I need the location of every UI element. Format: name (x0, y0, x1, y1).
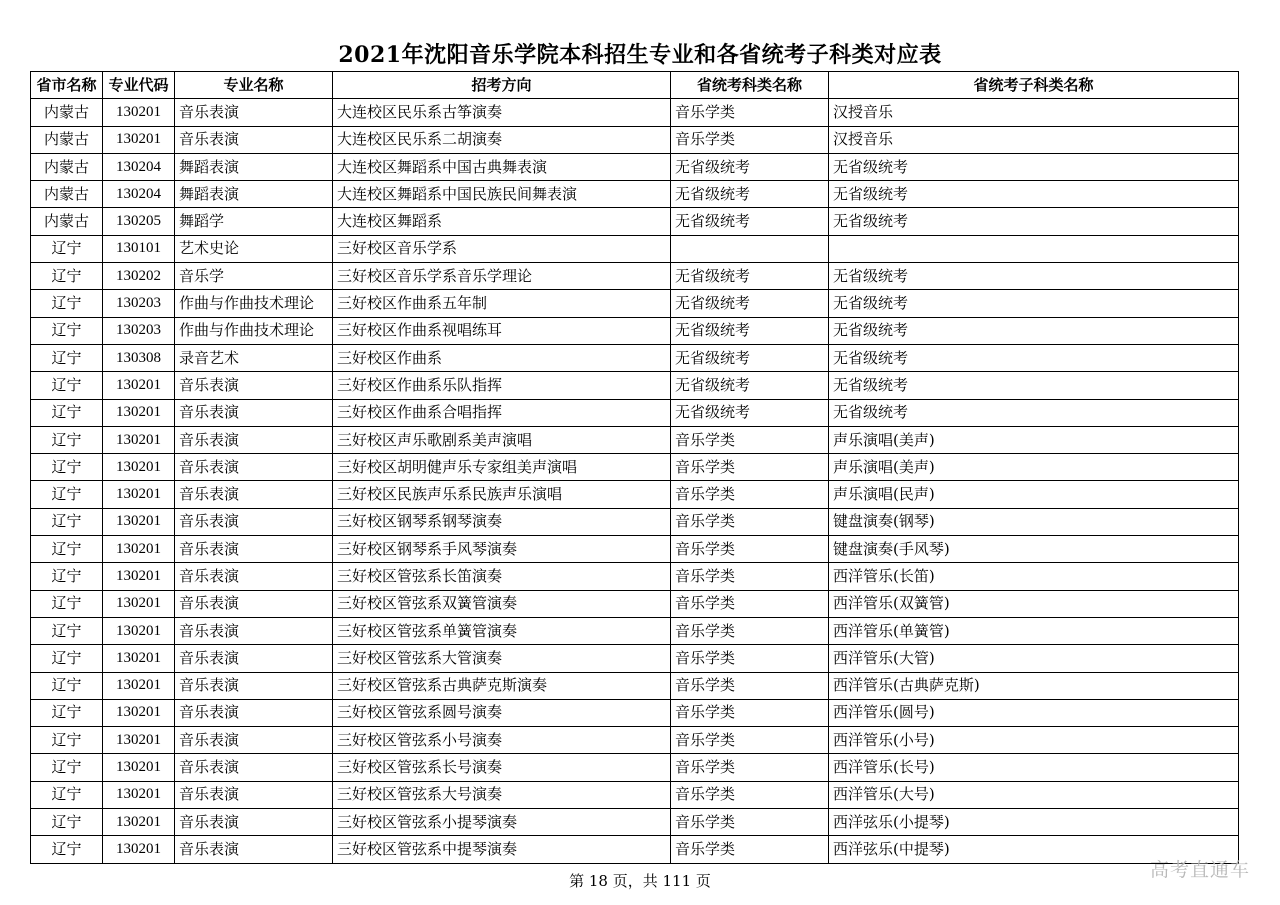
cell-subcategory: 西洋管乐(大管) (829, 645, 1239, 672)
cell-province: 辽宁 (31, 699, 103, 726)
table-row (31, 672, 1239, 699)
cell-major-name: 音乐表演 (175, 809, 333, 836)
table-row (31, 153, 1239, 180)
cell-province: 辽宁 (31, 235, 103, 262)
cell-major-name: 音乐表演 (175, 836, 333, 863)
cell-category: 无省级统考 (671, 181, 829, 208)
cell-province: 辽宁 (31, 290, 103, 317)
cell-major-name: 音乐表演 (175, 426, 333, 453)
cell-province: 辽宁 (31, 590, 103, 617)
cell-major-name: 音乐表演 (175, 563, 333, 590)
cell-category: 无省级统考 (671, 399, 829, 426)
cell-category: 音乐学类 (671, 809, 829, 836)
cell-category: 音乐学类 (671, 481, 829, 508)
watermark: 高考直通车 (1149, 859, 1250, 881)
table-row (31, 727, 1239, 754)
cell-major-code: 130201 (103, 454, 175, 481)
cell-province: 内蒙古 (31, 181, 103, 208)
cell-major-name: 音乐表演 (175, 481, 333, 508)
table-row (31, 563, 1239, 590)
cell-direction: 三好校区胡明健声乐专家组美声演唱 (333, 454, 671, 481)
cell-major-name: 音乐表演 (175, 454, 333, 481)
cell-major-name: 音乐学 (175, 263, 333, 290)
cell-category: 无省级统考 (671, 290, 829, 317)
table-row (31, 536, 1239, 563)
cell-subcategory: 西洋管乐(小号) (829, 727, 1239, 754)
cell-major-name: 音乐表演 (175, 781, 333, 808)
cell-province: 辽宁 (31, 645, 103, 672)
table-row (31, 754, 1239, 781)
cell-province: 辽宁 (31, 372, 103, 399)
cell-direction: 三好校区管弦系双簧管演奏 (333, 590, 671, 617)
cell-direction: 大连校区民乐系二胡演奏 (333, 126, 671, 153)
cell-direction: 三好校区民族声乐系民族声乐演唱 (333, 481, 671, 508)
cell-direction: 三好校区管弦系小号演奏 (333, 727, 671, 754)
cell-direction: 三好校区音乐学系音乐学理论 (333, 263, 671, 290)
cell-category: 音乐学类 (671, 426, 829, 453)
cell-category: 音乐学类 (671, 126, 829, 153)
cell-category: 无省级统考 (671, 344, 829, 371)
cell-subcategory: 汉授音乐 (829, 99, 1239, 126)
cell-province: 辽宁 (31, 536, 103, 563)
cell-direction: 三好校区声乐歌剧系美声演唱 (333, 426, 671, 453)
cell-direction: 三好校区管弦系中提琴演奏 (333, 836, 671, 863)
header-major-name: 专业名称 (175, 72, 333, 99)
cell-major-name: 音乐表演 (175, 645, 333, 672)
cell-province: 辽宁 (31, 727, 103, 754)
cell-province: 内蒙古 (31, 153, 103, 180)
table-row (31, 399, 1239, 426)
table-row (31, 590, 1239, 617)
cell-province: 辽宁 (31, 399, 103, 426)
cell-province: 内蒙古 (31, 208, 103, 235)
cell-category: 音乐学类 (671, 536, 829, 563)
table-row (31, 454, 1239, 481)
cell-major-code: 130201 (103, 99, 175, 126)
cell-major-code: 130201 (103, 508, 175, 535)
cell-category: 音乐学类 (671, 590, 829, 617)
cell-direction: 三好校区管弦系大管演奏 (333, 645, 671, 672)
cell-subcategory: 无省级统考 (829, 372, 1239, 399)
cell-subcategory: 西洋弦乐(中提琴) (829, 836, 1239, 863)
cell-category: 音乐学类 (671, 454, 829, 481)
cell-subcategory: 无省级统考 (829, 399, 1239, 426)
cell-major-code: 130201 (103, 563, 175, 590)
cell-major-code: 130203 (103, 317, 175, 344)
cell-province: 辽宁 (31, 263, 103, 290)
cell-major-code: 130201 (103, 481, 175, 508)
cell-subcategory: 无省级统考 (829, 153, 1239, 180)
cell-direction: 三好校区管弦系古典萨克斯演奏 (333, 672, 671, 699)
cell-category: 音乐学类 (671, 617, 829, 644)
cell-province: 辽宁 (31, 809, 103, 836)
table-body (31, 99, 1239, 863)
cell-direction: 三好校区管弦系长号演奏 (333, 754, 671, 781)
table-row (31, 699, 1239, 726)
cell-major-name: 舞蹈表演 (175, 181, 333, 208)
table-row (31, 617, 1239, 644)
cell-major-name: 音乐表演 (175, 372, 333, 399)
cell-direction: 三好校区管弦系大号演奏 (333, 781, 671, 808)
cell-direction: 三好校区音乐学系 (333, 235, 671, 262)
cell-subcategory: 键盘演奏(手风琴) (829, 536, 1239, 563)
cell-major-name: 录音艺术 (175, 344, 333, 371)
cell-direction: 三好校区作曲系视唱练耳 (333, 317, 671, 344)
cell-direction: 三好校区管弦系单簧管演奏 (333, 617, 671, 644)
table-row (31, 836, 1239, 863)
cell-province: 辽宁 (31, 754, 103, 781)
cell-subcategory: 声乐演唱(民声) (829, 481, 1239, 508)
cell-category: 音乐学类 (671, 699, 829, 726)
cell-major-name: 音乐表演 (175, 672, 333, 699)
cell-subcategory: 西洋管乐(双簧管) (829, 590, 1239, 617)
cell-major-name: 音乐表演 (175, 727, 333, 754)
cell-major-name: 音乐表演 (175, 590, 333, 617)
cell-category: 无省级统考 (671, 208, 829, 235)
cell-subcategory: 键盘演奏(钢琴) (829, 508, 1239, 535)
cell-subcategory: 无省级统考 (829, 181, 1239, 208)
cell-major-code: 130201 (103, 372, 175, 399)
table-row (31, 99, 1239, 126)
cell-direction: 大连校区民乐系古筝演奏 (333, 99, 671, 126)
enrollment-table (30, 71, 1239, 864)
cell-subcategory: 无省级统考 (829, 317, 1239, 344)
cell-major-code: 130201 (103, 809, 175, 836)
cell-major-code: 130201 (103, 536, 175, 563)
cell-major-code: 130201 (103, 645, 175, 672)
cell-major-name: 音乐表演 (175, 99, 333, 126)
cell-subcategory: 无省级统考 (829, 344, 1239, 371)
cell-major-name: 作曲与作曲技术理论 (175, 317, 333, 344)
cell-major-name: 舞蹈学 (175, 208, 333, 235)
cell-major-code: 130202 (103, 263, 175, 290)
cell-category: 音乐学类 (671, 727, 829, 754)
cell-category: 无省级统考 (671, 317, 829, 344)
cell-direction: 三好校区管弦系小提琴演奏 (333, 809, 671, 836)
cell-province: 内蒙古 (31, 126, 103, 153)
cell-direction: 三好校区钢琴系手风琴演奏 (333, 536, 671, 563)
table-row (31, 344, 1239, 371)
cell-major-name: 艺术史论 (175, 235, 333, 262)
cell-category: 音乐学类 (671, 645, 829, 672)
table-row (31, 372, 1239, 399)
table-row (31, 235, 1239, 262)
cell-subcategory: 声乐演唱(美声) (829, 454, 1239, 481)
cell-direction: 三好校区作曲系 (333, 344, 671, 371)
cell-major-code: 130201 (103, 399, 175, 426)
header-subcategory: 省统考子科类名称 (829, 72, 1239, 99)
cell-subcategory: 西洋管乐(长笛) (829, 563, 1239, 590)
cell-major-name: 音乐表演 (175, 617, 333, 644)
table-row (31, 263, 1239, 290)
cell-province: 辽宁 (31, 672, 103, 699)
page-footer: 第 18 页，共 111 页 (569, 872, 711, 890)
cell-major-code: 130204 (103, 181, 175, 208)
table-header-row (31, 72, 1239, 99)
table-row (31, 426, 1239, 453)
header-direction: 招考方向 (333, 72, 671, 99)
cell-subcategory (829, 235, 1239, 262)
cell-province: 辽宁 (31, 836, 103, 863)
table-row (31, 781, 1239, 808)
cell-category: 音乐学类 (671, 672, 829, 699)
cell-province: 辽宁 (31, 426, 103, 453)
cell-subcategory: 无省级统考 (829, 208, 1239, 235)
cell-major-code: 130201 (103, 727, 175, 754)
cell-major-name: 音乐表演 (175, 399, 333, 426)
table-row (31, 809, 1239, 836)
cell-major-name: 作曲与作曲技术理论 (175, 290, 333, 317)
cell-subcategory: 西洋管乐(圆号) (829, 699, 1239, 726)
page-title: 2021年沈阳音乐学院本科招生专业和各省统考子科类对应表 (338, 42, 942, 68)
cell-major-code: 130205 (103, 208, 175, 235)
table-row (31, 481, 1239, 508)
cell-province: 辽宁 (31, 508, 103, 535)
cell-subcategory: 无省级统考 (829, 263, 1239, 290)
cell-subcategory: 西洋管乐(长号) (829, 754, 1239, 781)
table-row (31, 208, 1239, 235)
cell-subcategory: 西洋管乐(单簧管) (829, 617, 1239, 644)
cell-direction: 三好校区作曲系合唱指挥 (333, 399, 671, 426)
cell-subcategory: 西洋管乐(古典萨克斯) (829, 672, 1239, 699)
cell-subcategory: 无省级统考 (829, 290, 1239, 317)
table-row (31, 181, 1239, 208)
cell-major-name: 音乐表演 (175, 536, 333, 563)
cell-province: 辽宁 (31, 563, 103, 590)
cell-major-code: 130201 (103, 590, 175, 617)
cell-subcategory: 西洋弦乐(小提琴) (829, 809, 1239, 836)
cell-major-code: 130201 (103, 672, 175, 699)
table-row (31, 317, 1239, 344)
cell-category (671, 235, 829, 262)
cell-direction: 三好校区管弦系圆号演奏 (333, 699, 671, 726)
cell-province: 辽宁 (31, 781, 103, 808)
cell-category: 音乐学类 (671, 836, 829, 863)
cell-province: 辽宁 (31, 317, 103, 344)
cell-category: 无省级统考 (671, 263, 829, 290)
cell-subcategory: 西洋管乐(大号) (829, 781, 1239, 808)
cell-major-code: 130201 (103, 781, 175, 808)
header-province: 省市名称 (31, 72, 103, 99)
cell-major-code: 130201 (103, 836, 175, 863)
cell-category: 音乐学类 (671, 754, 829, 781)
cell-major-code: 130201 (103, 754, 175, 781)
cell-direction: 大连校区舞蹈系中国民族民间舞表演 (333, 181, 671, 208)
cell-major-code: 130201 (103, 426, 175, 453)
table-row (31, 290, 1239, 317)
table-row (31, 645, 1239, 672)
cell-category: 无省级统考 (671, 153, 829, 180)
cell-major-name: 音乐表演 (175, 126, 333, 153)
table-row (31, 126, 1239, 153)
cell-province: 辽宁 (31, 481, 103, 508)
cell-direction: 三好校区管弦系长笛演奏 (333, 563, 671, 590)
cell-major-code: 130101 (103, 235, 175, 262)
cell-province: 辽宁 (31, 344, 103, 371)
cell-major-code: 130201 (103, 699, 175, 726)
cell-major-code: 130204 (103, 153, 175, 180)
cell-direction: 大连校区舞蹈系 (333, 208, 671, 235)
cell-major-code: 130201 (103, 126, 175, 153)
cell-major-name: 音乐表演 (175, 508, 333, 535)
cell-major-code: 130308 (103, 344, 175, 371)
cell-subcategory: 汉授音乐 (829, 126, 1239, 153)
cell-major-code: 130201 (103, 617, 175, 644)
cell-category: 音乐学类 (671, 99, 829, 126)
header-major-code: 专业代码 (103, 72, 175, 99)
cell-direction: 三好校区作曲系乐队指挥 (333, 372, 671, 399)
table-row (31, 508, 1239, 535)
cell-province: 辽宁 (31, 454, 103, 481)
header-category: 省统考科类名称 (671, 72, 829, 99)
cell-category: 音乐学类 (671, 781, 829, 808)
cell-direction: 三好校区钢琴系钢琴演奏 (333, 508, 671, 535)
cell-direction: 大连校区舞蹈系中国古典舞表演 (333, 153, 671, 180)
cell-subcategory: 声乐演唱(美声) (829, 426, 1239, 453)
cell-province: 辽宁 (31, 617, 103, 644)
cell-major-name: 音乐表演 (175, 754, 333, 781)
cell-direction: 三好校区作曲系五年制 (333, 290, 671, 317)
cell-category: 无省级统考 (671, 372, 829, 399)
cell-category: 音乐学类 (671, 563, 829, 590)
cell-major-code: 130203 (103, 290, 175, 317)
cell-major-name: 舞蹈表演 (175, 153, 333, 180)
cell-major-name: 音乐表演 (175, 699, 333, 726)
cell-category: 音乐学类 (671, 508, 829, 535)
cell-province: 内蒙古 (31, 99, 103, 126)
